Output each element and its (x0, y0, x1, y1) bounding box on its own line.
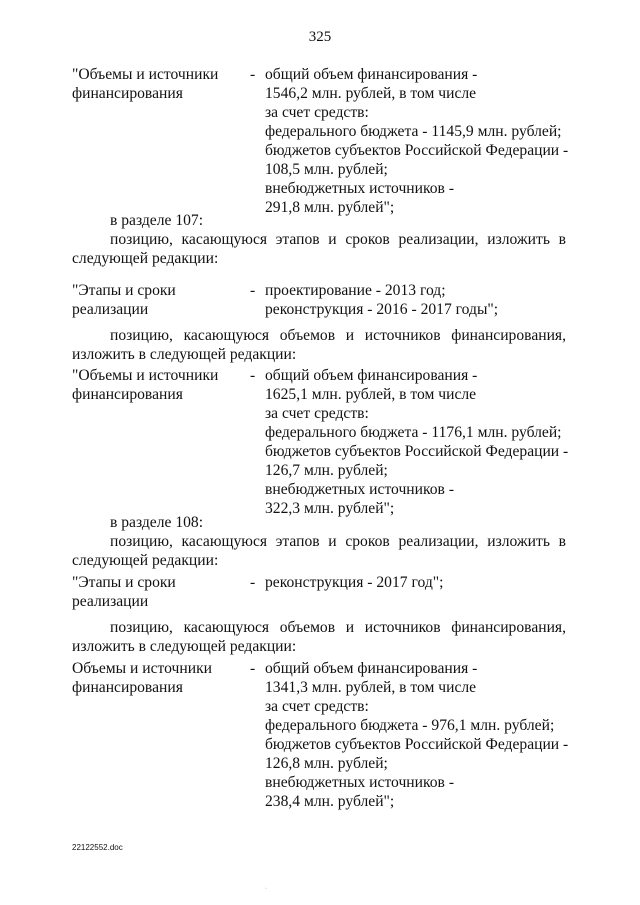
block5-dash: - (250, 660, 256, 677)
block1-value-line: общий объем финансирования - (265, 66, 478, 83)
paragraph-line: следующей редакции: (72, 250, 219, 267)
block1-value-line: бюджетов субъектов Российской Федерации - (265, 142, 569, 159)
block4-label-line2: реализации (72, 593, 149, 610)
block1-value-line: 1546,2 млн. рублей, в том числе (265, 85, 477, 102)
block3-value-line: 1625,1 млн. рублей, в том числе (265, 386, 477, 403)
block3-value-line: 126,7 млн. рублей; (265, 462, 388, 479)
block4-dash: - (250, 574, 256, 591)
block5-value-line: внебюджетных источников - (265, 774, 455, 791)
paragraph-line: позицию, касающуюся этапов и сроков реализации, изложить в (110, 533, 566, 550)
block3-value-line: федерального бюджета - 1176,1 млн. рублей; (265, 424, 562, 441)
paragraph-line: позицию, касающуюся этапов и сроков реализации, изложить в (110, 231, 566, 248)
paragraph-line: изложить в следующей редакции: (72, 346, 297, 363)
block5-value-line: бюджетов субъектов Российской Федерации - (265, 736, 569, 753)
paragraph-line: позицию, касающуюся объемов и источников финансирования, (110, 619, 566, 636)
section-heading-107: в разделе 107: (110, 212, 204, 229)
paragraph-line: следующей редакции: (72, 552, 219, 569)
block4-value-line: реконструкция - 2017 год"; (265, 574, 444, 591)
block5-value-line: за счет средств: (265, 698, 369, 715)
block2-value-line: проектирование - 2013 год; (265, 282, 446, 299)
block3-value-line: за счет средств: (265, 405, 369, 422)
footer-file-code: 22122552.doc (72, 843, 123, 852)
block3-value-line: общий объем финансирования - (265, 367, 478, 384)
block3-value-line: бюджетов субъектов Российской Федерации - (265, 443, 569, 460)
block1-value-line: 108,5 млн. рублей; (265, 161, 388, 178)
section-heading-108: в разделе 108: (110, 514, 204, 531)
paragraph-line: изложить в следующей редакции: (72, 638, 297, 655)
block5-label-line1: Объемы и источники (72, 660, 213, 677)
block1-dash: - (250, 66, 256, 83)
block1-value-line: 291,8 млн. рублей"; (265, 199, 395, 216)
block1-value-line: за счет средств: (265, 104, 369, 121)
block4-label-line1: "Этапы и сроки (72, 574, 176, 591)
block2-dash: - (250, 282, 256, 299)
block5-value-line: 1341,3 млн. рублей, в том числе (265, 679, 477, 696)
block1-value-line: федерального бюджета - 1145,9 млн. рублей; (265, 123, 562, 140)
block2-label-line1: "Этапы и сроки (72, 282, 176, 299)
block2-value-line: реконструкция - 2016 - 2017 годы"; (265, 301, 499, 318)
block3-value-line: 322,3 млн. рублей"; (265, 500, 395, 517)
block1-label-line2: финансирования (72, 85, 183, 102)
block5-label-line2: финансирования (72, 679, 183, 696)
block2-label-line2: реализации (72, 301, 149, 318)
block5-value-line: общий объем финансирования - (265, 660, 478, 677)
block5-value-line: 238,4 млн. рублей"; (265, 793, 395, 810)
page-number: 325 (308, 29, 332, 45)
block5-value-line: 126,8 млн. рублей; (265, 755, 388, 772)
bottom-mark: · (265, 886, 267, 892)
block3-dash: - (250, 367, 256, 384)
block3-label-line2: финансирования (72, 386, 183, 403)
block3-label-line1: "Объемы и источники (72, 367, 219, 384)
block3-value-line: внебюджетных источников - (265, 481, 455, 498)
block1-value-line: внебюджетных источников - (265, 180, 455, 197)
block5-value-line: федерального бюджета - 976,1 млн. рублей; (265, 717, 555, 734)
paragraph-line: позицию, касающуюся объемов и источников финансирования, (110, 327, 566, 344)
block1-label-line1: "Объемы и источники (72, 66, 219, 83)
